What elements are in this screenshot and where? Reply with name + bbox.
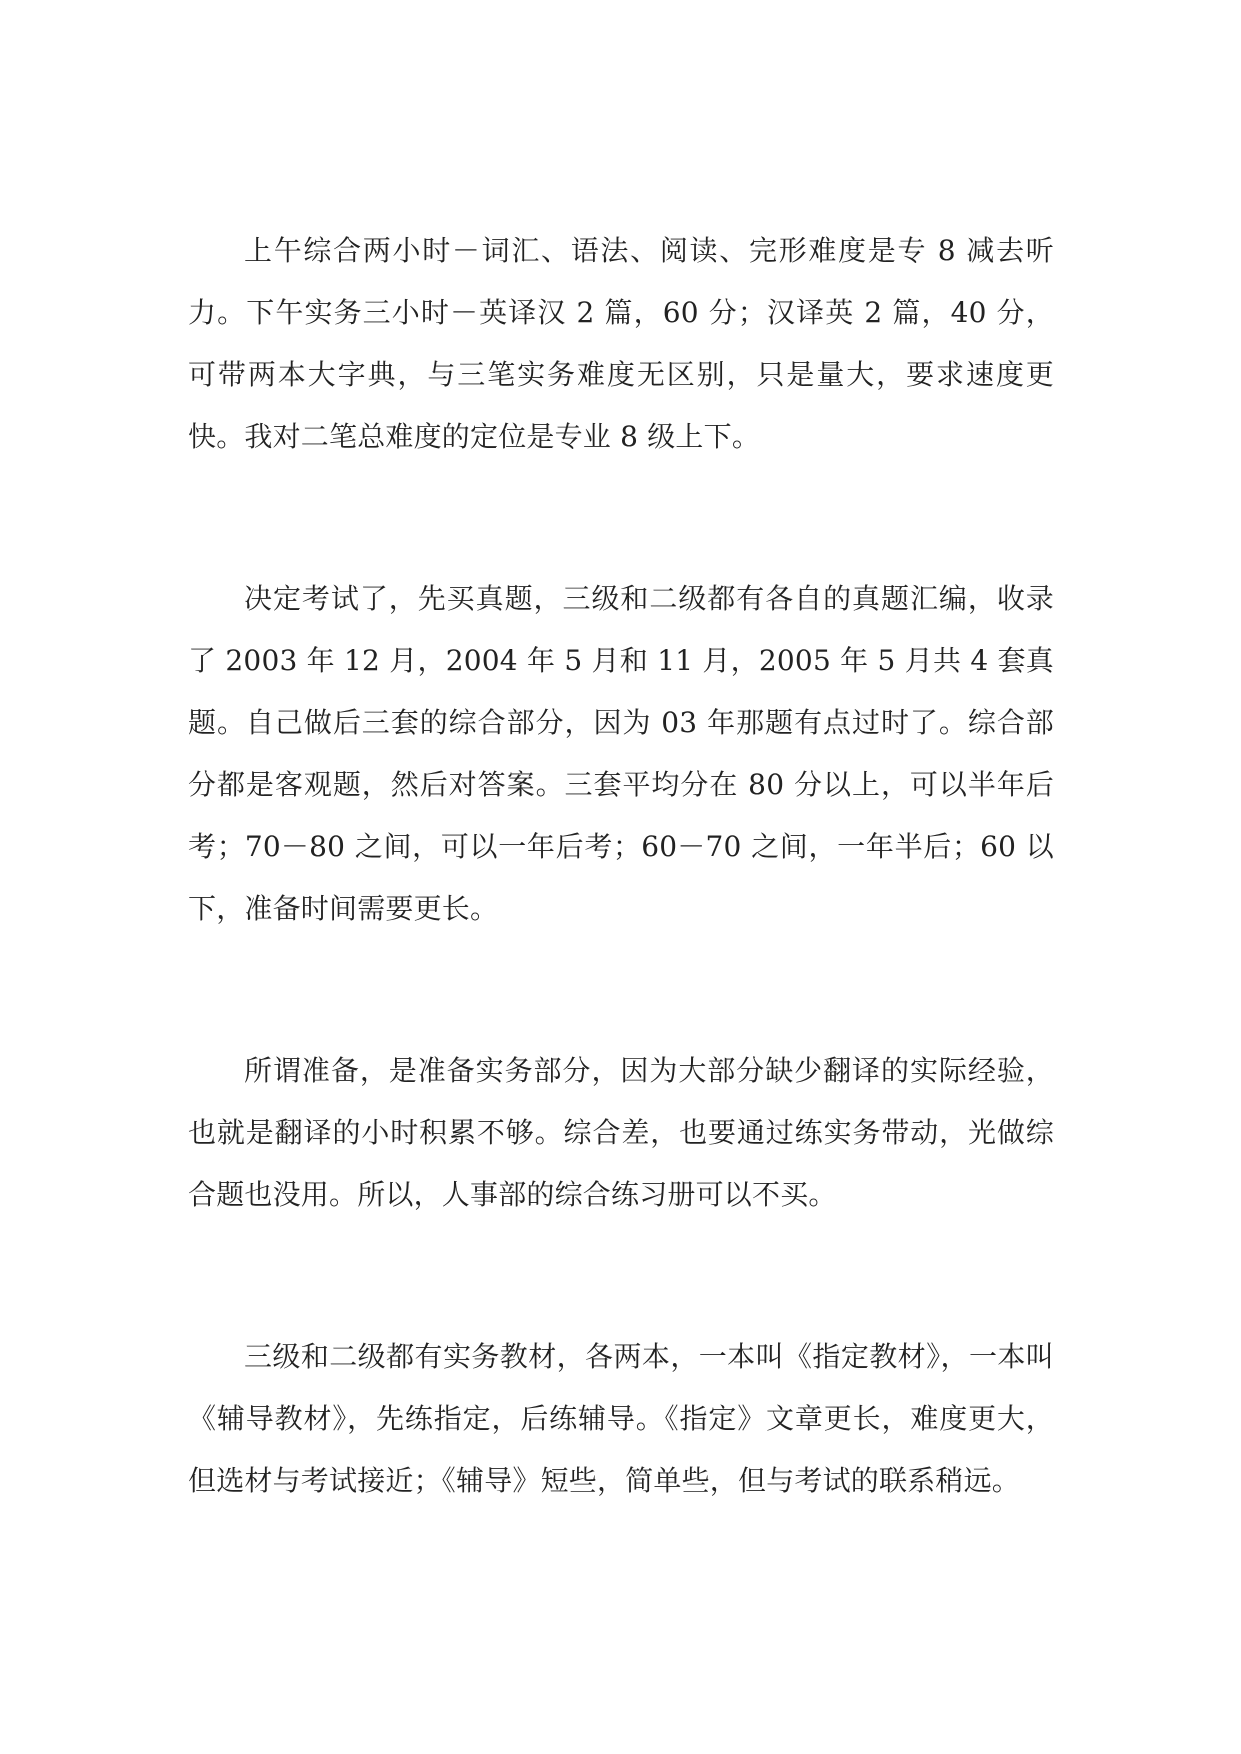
paragraph-exam-format: 上午综合两小时－词汇、语法、阅读、完形难度是专 8 减去听力。下午实务三小时－英译汉 2 篇，60 分；汉译英 2 篇，40 分，可带两本大字典，与三笔实务难度无区别，只是量大，要求速度更快。我对二笔总难度的定位是专业 8 级上下。 [188,234,1054,453]
paragraph-past-papers: 决定考试了，先买真题，三级和二级都有各自的真题汇编，收录了 2003 年 12 月，2004 年 5 月和 11 月，2005 年 5 月共 4 套真题。自己做后三套的综合部分，因为 03 年那题有点过时了。综合部分都是客观题，然后对答案。三套平均分在 80 分以上，可以半年后考；70－80 之间，可以一年后考；60－70 之间，一年半后；60 以下，准备时间需要更长。 [188,582,1054,925]
document-body [188,220,1054,1512]
paragraph-preparation: 所谓准备，是准备实务部分，因为大部分缺少翻译的实际经验，也就是翻译的小时积累不够。综合差，也要通过练实务带动，光做综合题也没用。所以，人事部的综合练习册可以不买。 [188,1054,1054,1211]
paragraph-textbooks: 三级和二级都有实务教材，各两本，一本叫《指定教材》，一本叫《辅导教材》，先练指定，后练辅导。《指定》文章更长，难度更大，但选材与考试接近；《辅导》短些，简单些，但与考试的联系稍远。 [188,1340,1054,1497]
